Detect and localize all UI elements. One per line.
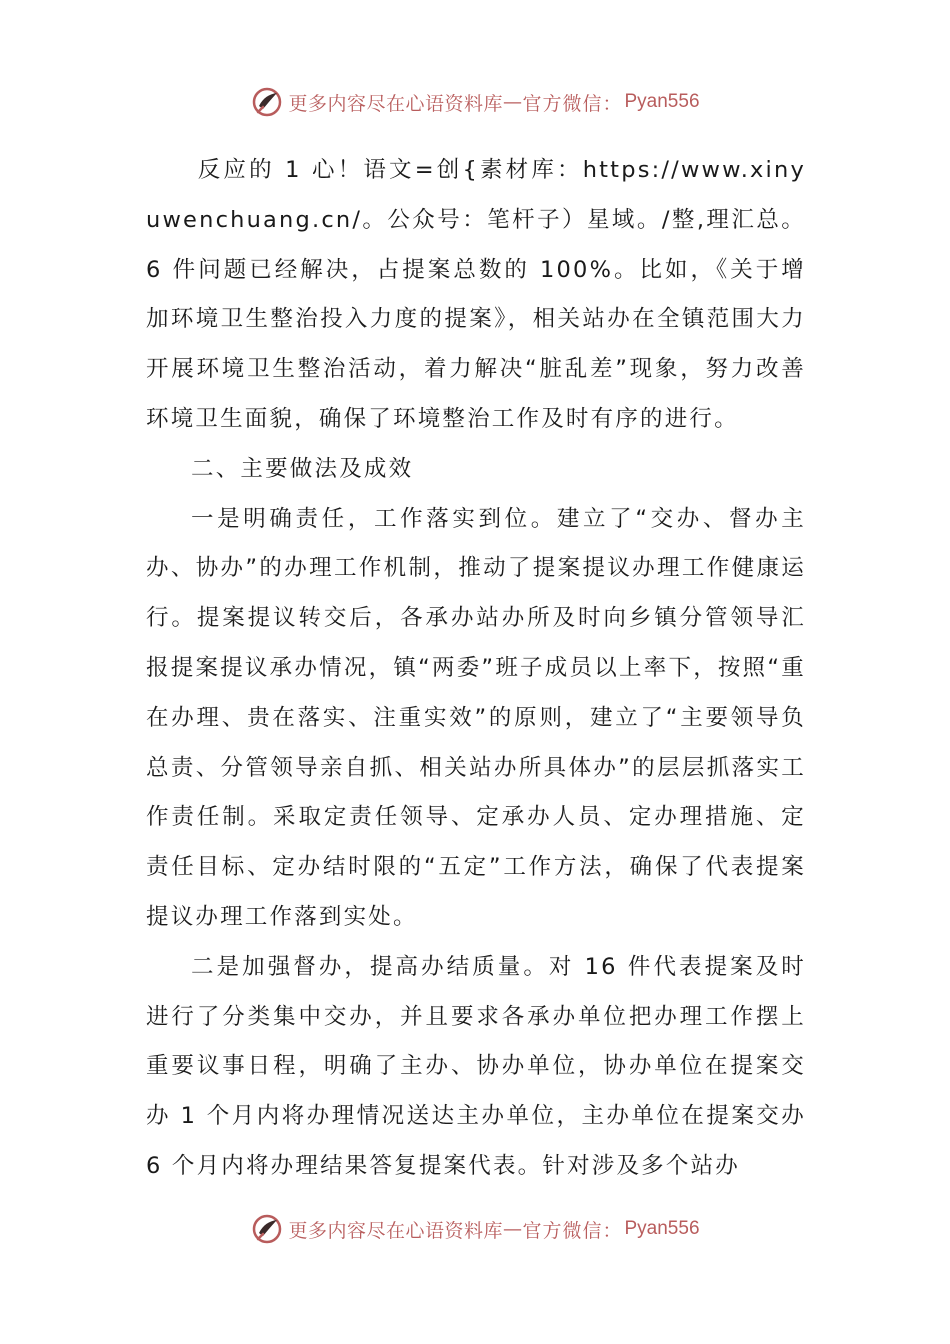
paragraph-3: 二是加强督办，提高办结质量。对 16 件代表提案及时进行了分类集中交办，并且要求各承办单位把办理工作摆上重要议事日程，明确了主办、协办单位，协办单位在提案交办 1 个月内将办理情况送达主办单位，主办单位在提案交办 6 个月内将办理结果答复提案代表。针对涉及多个站办 <box>146 953 806 1179</box>
banner-main-text: 更多内容尽在心语资料库 <box>288 92 503 115</box>
banner-official-label: 官方微信： <box>522 1219 623 1242</box>
pen-logo-icon <box>250 85 284 119</box>
banner-wechat-id: Pyan556 <box>624 1218 700 1239</box>
section-heading: 二、主要做法及成效 <box>191 455 414 482</box>
header-banner <box>0 82 950 122</box>
banner-main-text: 更多内容尽在心语资料库 <box>288 1219 503 1242</box>
banner-dash: — <box>502 91 523 113</box>
paragraph-2: 一是明确责任，工作落实到位。建立了“交办、督办主办、协办”的办理工作机制，推动了提案提议办理工作健康运行。提案提议转交后，各承办站办所及时向乡镇分管领导汇报提案提议承办情况，镇“两委”班子成员以上率下，按照“重在办理、贵在落实、注重实效”的原则，建立了“主要领导负总责、分管领导亲自抓、相关站办所具体办”的层层抓落实工作责任制。采取定责任领导、定承办人员、定办理措施、定责任目标、定办结时限的“五定”工作方法，确保了代表提案提议办理工作落到实处。 <box>146 505 806 930</box>
banner-dash: — <box>502 1218 523 1240</box>
document-body <box>146 146 806 1192</box>
pen-logo-icon <box>250 1212 284 1246</box>
banner-wechat-id: Pyan556 <box>624 91 700 112</box>
banner-official-label: 官方微信： <box>522 92 623 115</box>
paragraph-1: 反应的 1 心！语文=创{素材库：https://www.xinyuwenchuang.cn/。公众号：笔杆子）星域。/整,理汇总。6 件问题已经解决，占提案总数的 100%。比如，《关于增加环境卫生整治投入力度的提案》，相关站办在全镇范围大力开展环境卫生整治活动，着力解决“脏乱差”现象，努力改善环境卫生面貌，确保了环境整治工作及时有序的进行。 <box>146 157 806 432</box>
footer-banner <box>0 1209 950 1249</box>
